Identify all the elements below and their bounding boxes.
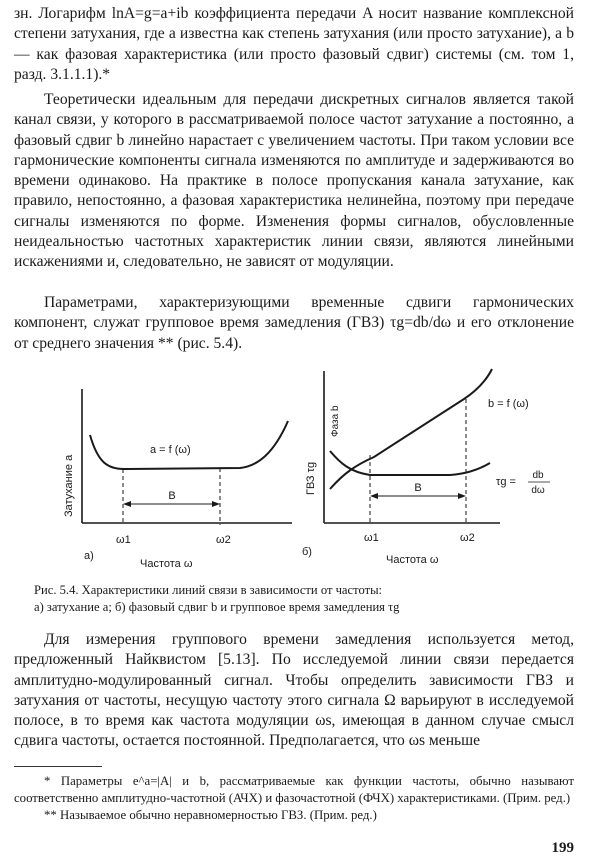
paragraph-2 [14, 90, 574, 273]
paragraph-1-text: зн. Логарифм lnA=g=a+ib коэффициента передачи A носит название комплексной степени затухания, где a известна как степень затухания (или просто затухание), а b — как фазовая характеристика (или просто фазовый сдвиг) системы (см. том 1, разд. 3.1.1.1).* [14, 5, 574, 83]
figure-b-gvz-denominator: dω [531, 485, 545, 496]
paragraph-2-text: Теоретически идеальным для передачи дискретных сигналов является такой канал связи, у которого в рассматриваемой полосе частот затухание a постоянно, а фазовый сдвиг b линейно нарастает с увеличением частоты. При таком условии все гармонические компоненты сигнала изменяются по амплитуде и задерживаются во времени одинаково. На практике в полосе пропускания канала затухание, как правило, непостоянно, а фазовая характеристика нелинейна, поэтому при передаче сигналы изменяются по форме. Изменения формы сигналов, обусловленные неидеальностью частотных характеристик линии связи, являются линейными искажениями и, следовательно, не зависят от модуляции. [14, 91, 574, 271]
paragraph-3 [14, 293, 574, 354]
paragraph-4 [14, 630, 574, 752]
figure-b-y-label-inner: Фаза b [330, 405, 341, 437]
figure-caption [34, 582, 574, 616]
paragraph-1 [14, 4, 574, 85]
footnote-2: ** Называемое обычно неравномерностью ГВЗ. (Прим. ред.) [44, 808, 377, 822]
figure-b-band-label: B [414, 482, 422, 494]
figure-b-x-label: Частота ω [386, 554, 439, 566]
figure-a-x-label: Частота ω [140, 558, 193, 570]
figure-b-band-arrow-left [370, 493, 378, 499]
figure-phase-gvz [300, 365, 562, 575]
figure-b-gvz-tau: τg = [496, 476, 516, 488]
figure-a-w2-label: ω2 [216, 534, 231, 546]
figure-b-w1-label: ω1 [364, 532, 379, 544]
figure-b-w2-label: ω2 [460, 532, 475, 544]
footnotes [14, 773, 574, 824]
figure-a-band-arrow-left [123, 501, 131, 507]
figure-a-curve-label: a = f (ω) [150, 444, 191, 456]
figure-attenuation [60, 375, 296, 575]
figure-a-band-arrow-right [212, 501, 220, 507]
figure-b-y-label-outer: ГВЗ τg [305, 461, 317, 495]
figure-a-y-label: Затухание a [63, 454, 75, 517]
footnote-1: * Параметры e^a=|A| и b, рассматриваемые как функции частоты, обычно называют соответственно амплитудно-частотной (АЧХ) и фазочастотной (ФЧХ) характеристиками. (Прим. ред.) [14, 774, 574, 805]
page-number: 199 [551, 840, 574, 856]
figure-b-gvz-numerator: db [532, 470, 544, 481]
figure-b-panel-label: б) [302, 546, 312, 558]
paragraph-4-text: Для измерения группового времени замедления используется метод, предложенный Найквистом [5.13]. По исследуемой линии связи передается амплитудно-модулированный сигнал. Чтобы определить зависимости ГВЗ и затухания от частоты, несущую частоту этого сигнала Ω варьируют в исследуемой полосе, в то время как частота модуляции ωs, имеющая в данном случае смысл сдвига частоты, остается постоянной. Предполагается, что ωs меньше [14, 631, 574, 750]
caption-line-2: а) затухание a; б) фазовый сдвиг b и групповое время замедления τg [34, 600, 400, 614]
figure-a-band-label: B [168, 490, 176, 502]
caption-line-1: Рис. 5.4. Характеристики линий связи в зависимости от частоты: [34, 583, 383, 597]
figure-a-panel-label: а) [84, 550, 94, 562]
figure-b-band-arrow-right [458, 493, 466, 499]
figure-a-w1-label: ω1 [116, 534, 131, 546]
paragraph-3-text: Параметрами, характеризующими временные сдвиги гармонических компонент, служат групповое время замедления (ГВЗ) τg=db/dω и его отклонение от среднего значения ** (рис. 5.4). [14, 294, 574, 352]
footnote-divider [14, 766, 102, 767]
figure-b-phase-label: b = f (ω) [488, 398, 529, 410]
